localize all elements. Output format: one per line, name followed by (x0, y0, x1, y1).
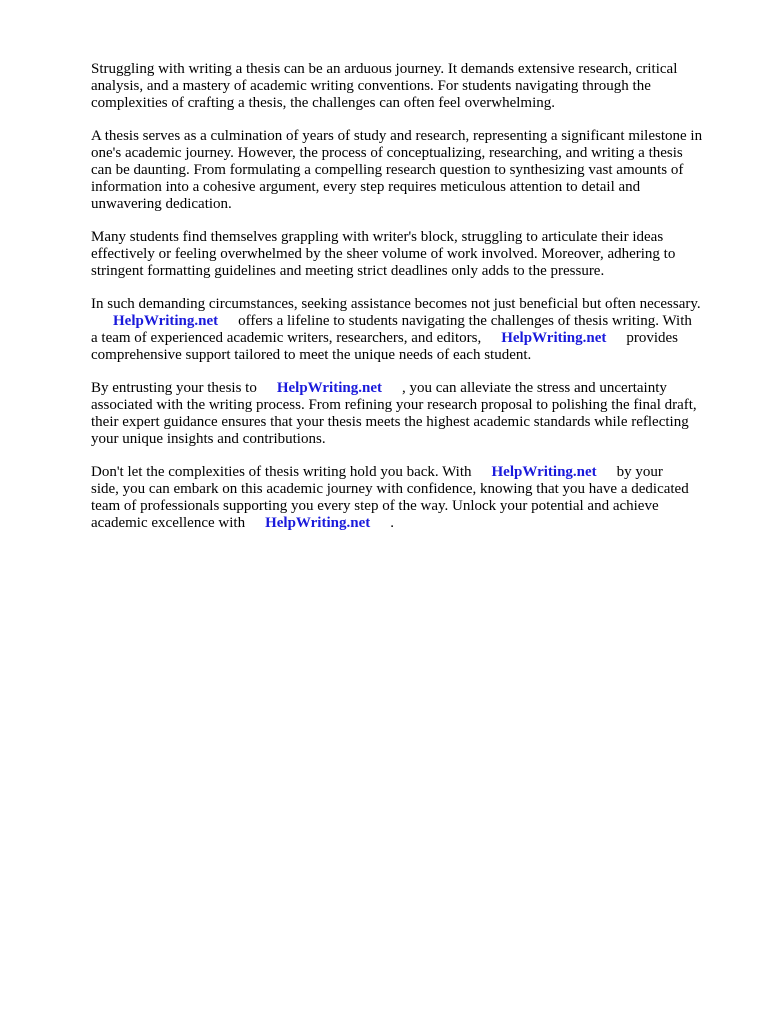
text-fragment: . (390, 515, 394, 531)
text-line: Many students find themselves grappling with writer's block, struggling to articulate their ideas (91, 229, 664, 245)
text-fragment: a team of experienced academic writers, researchers, and editors, (91, 330, 482, 346)
text-line: their expert guidance ensures that your thesis meets the highest academic standards while reflecting (91, 414, 689, 430)
text-fragment: offers a lifeline to students navigating the challenges of thesis writing. With (238, 313, 692, 329)
text-line: one's academic journey. However, the process of conceptualizing, researching, and writing a thesis (91, 145, 683, 161)
paragraph-assistance (91, 296, 741, 364)
text-line (91, 515, 741, 532)
text-line: side, you can embark on this academic journey with confidence, knowing that you have a dedicated (91, 481, 689, 497)
text-line: Struggling with writing a thesis can be an arduous journey. It demands extensive research, critical (91, 61, 678, 77)
text-line: can be daunting. From formulating a compelling research question to synthesizing vast amounts of (91, 162, 684, 178)
text-line: unwavering dedication. (91, 196, 232, 212)
text-fragment: Don't let the complexities of thesis writing hold you back. With (91, 464, 472, 480)
text-fragment: , you can alleviate the stress and uncertainty (401, 380, 667, 396)
text-line: In such demanding circumstances, seeking assistance becomes not just beneficial but often necessary. (91, 296, 701, 312)
paragraph-entrusting (91, 380, 741, 448)
text-line: information into a cohesive argument, every step requires meticulous attention to detail and (91, 179, 641, 195)
text-line (91, 464, 741, 481)
text-line: comprehensive support tailored to meet the unique needs of each student. (91, 347, 532, 363)
text-fragment: provides (626, 330, 679, 346)
text-line (91, 380, 741, 397)
paragraph-challenges (91, 229, 741, 280)
paragraph-thesis-overview (91, 128, 741, 213)
text-line: your unique insights and contributions. (91, 431, 326, 447)
text-fragment: by your (616, 464, 663, 480)
helpwriting-link[interactable]: HelpWriting.net (491, 464, 597, 480)
paragraph-closing (91, 464, 741, 532)
text-line: analysis, and a mastery of academic writing conventions. For students navigating through the (91, 78, 651, 94)
text-line (91, 313, 741, 330)
helpwriting-link[interactable]: HelpWriting.net (113, 313, 219, 329)
text-line: complexities of crafting a thesis, the challenges can often feel overwhelming. (91, 95, 555, 111)
helpwriting-link[interactable]: HelpWriting.net (276, 380, 382, 396)
text-line: stringent formatting guidelines and meeting strict deadlines only adds to the pressure. (91, 263, 605, 279)
helpwriting-link[interactable]: HelpWriting.net (265, 515, 371, 531)
text-line: associated with the writing process. From refining your research proposal to polishing the final draft, (91, 397, 697, 413)
text-line: team of professionals supporting you every step of the way. Unlock your potential and achieve (91, 498, 659, 514)
text-line: A thesis serves as a culmination of years of study and research, representing a significant milestone in (91, 128, 703, 144)
text-fragment: By entrusting your thesis to (91, 380, 257, 396)
text-line: effectively or feeling overwhelmed by the sheer volume of work involved. Moreover, adhering to (91, 246, 676, 262)
text-line (91, 330, 741, 347)
text-fragment: academic excellence with (91, 515, 246, 531)
helpwriting-link[interactable]: HelpWriting.net (501, 330, 607, 346)
paragraph-intro (91, 61, 741, 112)
